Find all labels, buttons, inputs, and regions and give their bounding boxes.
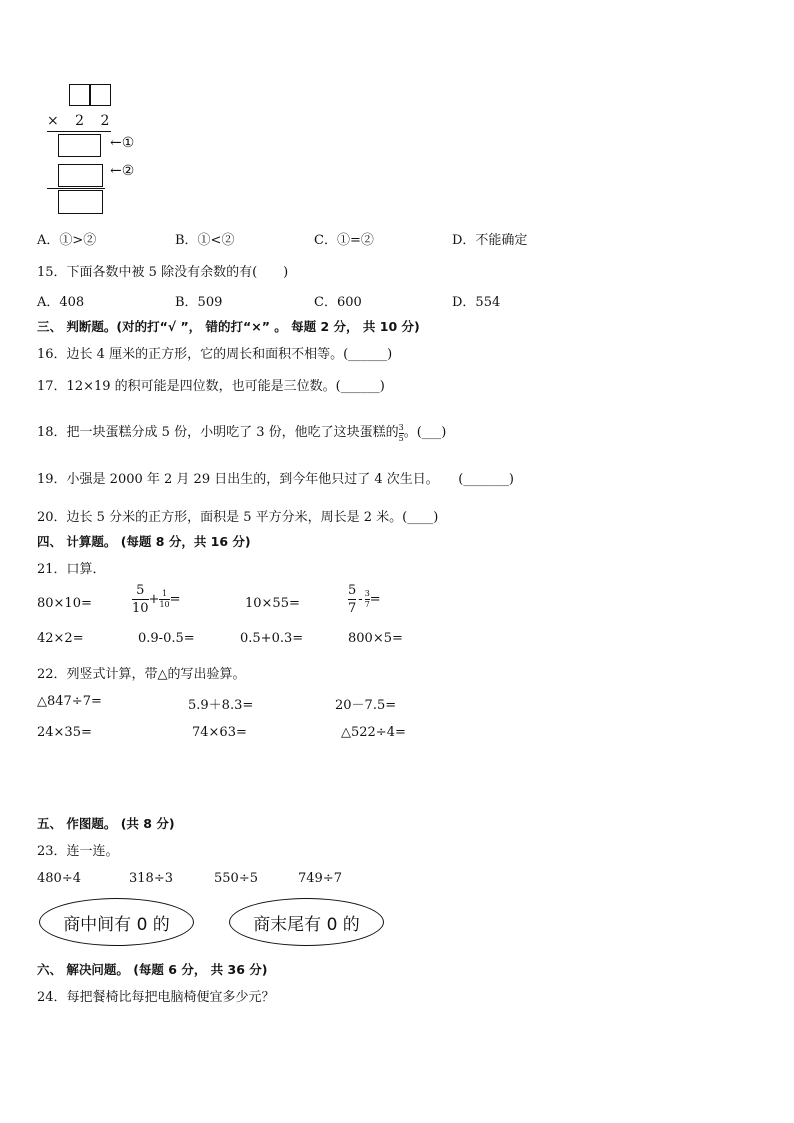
- section-5-title: 五、 作图题。 (共 8 分): [37, 816, 175, 831]
- partial-product-box-2: [58, 164, 103, 187]
- q21-r1c2-frac-a: [132, 584, 149, 615]
- q15-option-a: A．408: [37, 295, 85, 310]
- q23-item-2: 318÷3: [129, 871, 173, 886]
- equals: =: [369, 592, 381, 607]
- q21-stem: 21．口算．: [37, 562, 106, 577]
- equals: =: [169, 592, 181, 607]
- q23-item-3: 550÷5: [214, 871, 258, 886]
- q18-fraction: [399, 424, 404, 443]
- q22-stem: 22．列竖式计算，带△的写出验算。: [37, 667, 246, 682]
- section-4-title: 四、 计算题。 (每题 8 分，共 16 分): [37, 534, 251, 549]
- q16: 16．边长 4 厘米的正方形，它的周长和面积不相等。(______): [37, 347, 393, 362]
- product-line-1: [47, 131, 111, 132]
- frac-den: 7: [364, 600, 370, 609]
- q21-r1c4-frac-a: [348, 584, 356, 615]
- operator: +: [148, 592, 160, 607]
- q21-r2c4: 800×5=: [348, 631, 403, 646]
- frac-den: 10: [132, 601, 149, 616]
- q18-text-after: 。(___): [403, 425, 447, 440]
- q21-r2c3: 0.5+0.3=: [240, 631, 304, 646]
- q22-r1c1: △847÷7=: [37, 694, 102, 709]
- digit-box-tens: [69, 84, 90, 106]
- operator: -: [358, 592, 363, 607]
- section-3-title: 三、 判断题。(对的打“√ ”， 错的打“×” 。 每题 2 分， 共 10 分): [37, 319, 420, 334]
- q15-stem: 15．下面各数中被 5 除没有余数的有( ): [37, 265, 289, 280]
- q18-frac-num: 3: [398, 423, 404, 432]
- q15-option-b: B．509: [175, 295, 223, 310]
- q21-r2c2: 0.9-0.5=: [138, 631, 195, 646]
- q19: 19．小强是 2000 年 2 月 29 日出生的，到今年他只过了 4 次生日。 (_______): [37, 472, 514, 487]
- q24: 24．每把餐椅比每把电脑椅便宜多少元？: [37, 990, 275, 1005]
- marker-2: ←②: [110, 163, 135, 179]
- q18-frac-den: 5: [398, 434, 404, 443]
- q20: 20．边长 5 分米的正方形，面积是 5 平方分米，周长是 2 米。(____): [37, 510, 439, 525]
- q22-r2c1: 24×35=: [37, 725, 92, 740]
- frac-num: 1: [162, 589, 168, 598]
- frac-den: 7: [348, 601, 357, 616]
- multiplier-row: × 2 2: [47, 113, 116, 129]
- q22-r2c2: 74×63=: [192, 725, 247, 740]
- q18-text-before: 18．把一块蛋糕分成 5 份，小明吃了 3 份，他吃了这块蛋糕的: [37, 425, 399, 440]
- digit-box-ones: [90, 84, 111, 106]
- q22-r1c3: 20－7.5=: [335, 698, 397, 713]
- q14-option-d: D．不能确定: [452, 233, 528, 248]
- q21-r1c1: 80×10=: [37, 596, 92, 611]
- q21-r1c4: [348, 584, 381, 620]
- q14-option-b: B．①<②: [175, 233, 235, 248]
- q23-item-1: 480÷4: [37, 871, 81, 886]
- q14-option-c: C．①=②: [314, 233, 374, 248]
- q21-r2c1: 42×2=: [37, 631, 84, 646]
- q22-r1c2: 5.9＋8.3=: [188, 698, 254, 713]
- q22-r2c3: △522÷4=: [341, 725, 406, 740]
- q21-r1c2-frac-b: [159, 590, 169, 609]
- frac-num: 3: [364, 589, 370, 598]
- partial-product-box-1: [58, 134, 101, 157]
- product-line-2: [47, 188, 105, 189]
- q23-ellipse-end-zero: 商末尾有 0 的: [229, 898, 384, 946]
- q18: [37, 421, 446, 443]
- frac-num: 5: [348, 583, 357, 598]
- q23-item-4: 749÷7: [298, 871, 342, 886]
- q21-r1c3: 10×55=: [245, 596, 300, 611]
- frac-den: 10: [159, 600, 170, 609]
- section-6-title: 六、 解决问题。 (每题 6 分， 共 36 分): [37, 962, 268, 977]
- q23-ellipse-middle-zero: 商中间有 0 的: [39, 898, 194, 946]
- q23-stem: 23．连一连。: [37, 844, 119, 859]
- q15-option-c: C．600: [314, 295, 362, 310]
- final-product-box: [58, 190, 103, 214]
- q17: 17．12×19 的积可能是四位数，也可能是三位数。(______): [37, 379, 385, 394]
- q14-option-a: A．①>②: [37, 233, 97, 248]
- marker-1: ←①: [110, 135, 135, 151]
- q21-r1c4-frac-b: [365, 590, 370, 609]
- q15-option-d: D．554: [452, 295, 501, 310]
- frac-num: 5: [136, 583, 145, 598]
- q21-r1c2: [132, 584, 181, 620]
